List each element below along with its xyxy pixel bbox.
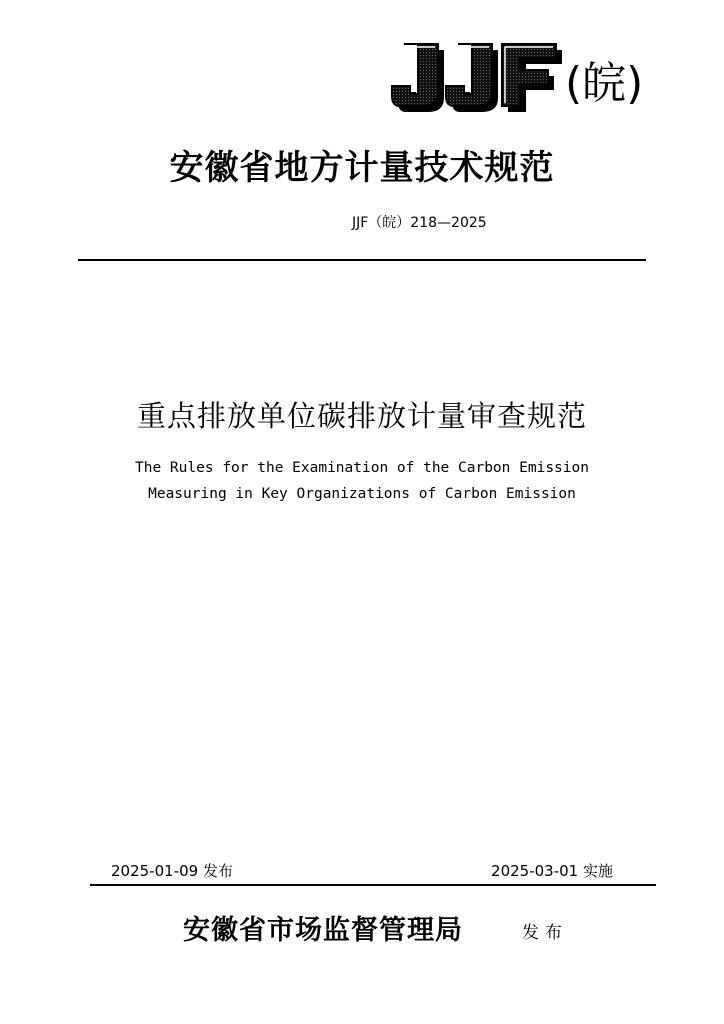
document-title-zh: 重点排放单位碳排放计量审查规范 [136, 399, 587, 433]
document-title-en-line2: Measuring in Key Organizations of Carbon Emission [148, 486, 576, 502]
standard-number: JJF（皖）218—2025 [352, 215, 487, 231]
issue-date: 2025-01-09 发布 [111, 862, 233, 880]
standard-category-title: 安徽省地方计量技术规范 [169, 148, 555, 188]
document-title-en-line1: The Rules for the Examination of the Carbon Emission [135, 460, 589, 476]
publisher-name: 安徽省市场监督管理局 [183, 915, 463, 946]
top-divider [78, 259, 646, 261]
logo-region-suffix: (皖) [565, 58, 644, 109]
jjf-logo [390, 40, 690, 120]
implementation-date: 2025-03-01 实施 [491, 862, 613, 880]
bottom-divider [90, 884, 656, 886]
publish-label: 发布 [522, 923, 568, 943]
jjf-letters-graphic [390, 40, 565, 115]
